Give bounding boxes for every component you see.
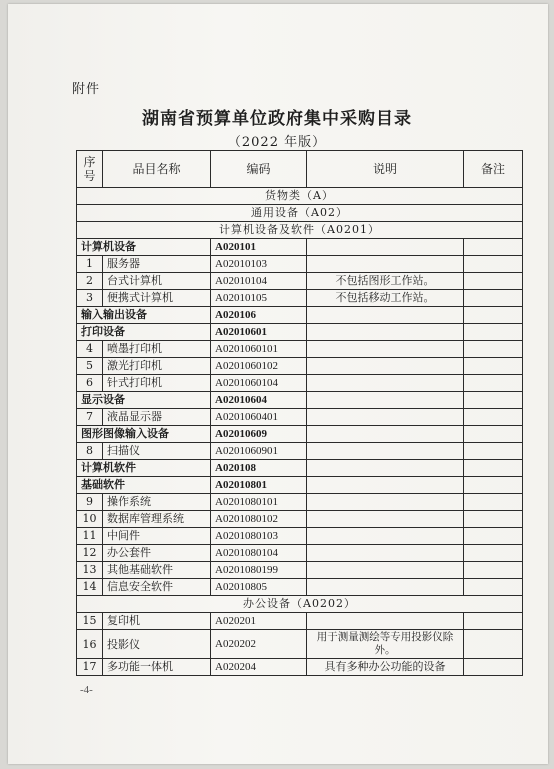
category-name: 图形图像输入设备 <box>77 426 211 443</box>
table-row <box>77 358 523 375</box>
item-num: 8 <box>77 443 103 460</box>
item-desc <box>307 613 464 630</box>
category-row <box>77 460 523 477</box>
table-row <box>77 562 523 579</box>
item-remark <box>464 290 523 307</box>
category-desc <box>307 307 464 324</box>
item-code: A020204 <box>211 659 307 676</box>
item-name: 办公套件 <box>103 545 211 562</box>
table-row <box>77 341 523 358</box>
category-code: A02010801 <box>211 477 307 494</box>
category-row <box>77 239 523 256</box>
item-name: 数据库管理系统 <box>103 511 211 528</box>
group-heading: 通用设备（A02） <box>77 205 523 222</box>
category-name: 输入输出设备 <box>77 307 211 324</box>
header-name: 品目名称 <box>103 151 211 188</box>
category-row <box>77 307 523 324</box>
item-desc <box>307 494 464 511</box>
item-code: A0201060401 <box>211 409 307 426</box>
category-desc <box>307 460 464 477</box>
header-desc: 说明 <box>307 151 464 188</box>
item-name: 扫描仪 <box>103 443 211 460</box>
category-code: A020108 <box>211 460 307 477</box>
item-name: 服务器 <box>103 256 211 273</box>
item-code: A020201 <box>211 613 307 630</box>
category-desc <box>307 392 464 409</box>
procurement-catalog-table <box>76 150 523 676</box>
table-row <box>77 273 523 290</box>
item-name: 针式打印机 <box>103 375 211 392</box>
item-code: A02010103 <box>211 256 307 273</box>
item-code: A02010104 <box>211 273 307 290</box>
group-heading: 计算机设备及软件（A0201） <box>77 222 523 239</box>
category-desc <box>307 324 464 341</box>
table-row <box>77 290 523 307</box>
item-remark <box>464 511 523 528</box>
item-num: 2 <box>77 273 103 290</box>
category-code: A02010609 <box>211 426 307 443</box>
item-remark <box>464 256 523 273</box>
attachment-label: 附件 <box>72 82 101 97</box>
item-name: 液晶显示器 <box>103 409 211 426</box>
item-code: A020202 <box>211 630 307 659</box>
table-row <box>77 409 523 426</box>
item-desc <box>307 545 464 562</box>
item-code: A0201060901 <box>211 443 307 460</box>
category-name: 打印设备 <box>77 324 211 341</box>
category-row <box>77 426 523 443</box>
table-row <box>77 613 523 630</box>
item-remark <box>464 630 523 659</box>
table-row <box>77 528 523 545</box>
item-code: A0201080103 <box>211 528 307 545</box>
table-row <box>77 579 523 596</box>
item-name: 复印机 <box>103 613 211 630</box>
item-code: A0201060101 <box>211 341 307 358</box>
item-code: A02010805 <box>211 579 307 596</box>
group-row <box>77 596 523 613</box>
item-name: 喷墨打印机 <box>103 341 211 358</box>
item-desc <box>307 511 464 528</box>
table-header-row <box>77 151 523 188</box>
item-desc <box>307 562 464 579</box>
item-num: 4 <box>77 341 103 358</box>
category-desc <box>307 477 464 494</box>
group-row <box>77 188 523 205</box>
category-name: 显示设备 <box>77 392 211 409</box>
item-desc <box>307 375 464 392</box>
item-remark <box>464 341 523 358</box>
item-name: 投影仪 <box>103 630 211 659</box>
item-remark <box>464 545 523 562</box>
header-remark: 备注 <box>464 151 523 188</box>
table-row <box>77 256 523 273</box>
category-code: A020106 <box>211 307 307 324</box>
table-row <box>77 375 523 392</box>
item-desc <box>307 358 464 375</box>
group-heading: 货物类（A） <box>77 188 523 205</box>
item-desc <box>307 528 464 545</box>
header-num <box>77 151 103 188</box>
item-remark <box>464 579 523 596</box>
item-num: 10 <box>77 511 103 528</box>
page-number: -4- <box>80 684 93 696</box>
item-num: 6 <box>77 375 103 392</box>
item-code: A0201060102 <box>211 358 307 375</box>
item-name: 多功能一体机 <box>103 659 211 676</box>
item-code: A0201060104 <box>211 375 307 392</box>
category-row <box>77 392 523 409</box>
item-num: 11 <box>77 528 103 545</box>
item-num: 9 <box>77 494 103 511</box>
item-remark <box>464 659 523 676</box>
category-name: 基础软件 <box>77 477 211 494</box>
item-code: A0201080104 <box>211 545 307 562</box>
category-remark <box>464 307 523 324</box>
item-num: 12 <box>77 545 103 562</box>
item-num: 1 <box>77 256 103 273</box>
item-name: 激光打印机 <box>103 358 211 375</box>
category-remark <box>464 392 523 409</box>
table-row <box>77 511 523 528</box>
item-code: A0201080199 <box>211 562 307 579</box>
table-row <box>77 443 523 460</box>
item-remark <box>464 443 523 460</box>
item-desc <box>307 443 464 460</box>
category-remark <box>464 426 523 443</box>
item-desc <box>307 341 464 358</box>
group-row <box>77 222 523 239</box>
table-row <box>77 630 523 659</box>
item-num: 13 <box>77 562 103 579</box>
item-name: 便携式计算机 <box>103 290 211 307</box>
item-desc: 用于测量测绘等专用投影仪除外。 <box>307 630 464 659</box>
item-num: 17 <box>77 659 103 676</box>
item-num: 7 <box>77 409 103 426</box>
item-remark <box>464 562 523 579</box>
category-code: A020101 <box>211 239 307 256</box>
table-row <box>77 659 523 676</box>
item-num: 16 <box>77 630 103 659</box>
category-name: 计算机软件 <box>77 460 211 477</box>
item-code: A0201080102 <box>211 511 307 528</box>
item-code: A0201080101 <box>211 494 307 511</box>
category-code: A02010601 <box>211 324 307 341</box>
group-heading: 办公设备（A0202） <box>77 596 523 613</box>
category-remark <box>464 460 523 477</box>
item-num: 14 <box>77 579 103 596</box>
item-desc <box>307 256 464 273</box>
category-row <box>77 477 523 494</box>
table-row <box>77 494 523 511</box>
item-name: 台式计算机 <box>103 273 211 290</box>
item-remark <box>464 494 523 511</box>
group-row <box>77 205 523 222</box>
table-row <box>77 545 523 562</box>
item-remark <box>464 358 523 375</box>
item-remark <box>464 613 523 630</box>
category-remark <box>464 477 523 494</box>
item-num: 5 <box>77 358 103 375</box>
item-name: 中间件 <box>103 528 211 545</box>
item-name: 操作系统 <box>103 494 211 511</box>
category-remark <box>464 324 523 341</box>
item-code: A02010105 <box>211 290 307 307</box>
item-name: 其他基础软件 <box>103 562 211 579</box>
item-name: 信息安全软件 <box>103 579 211 596</box>
item-desc: 不包括移动工作站。 <box>307 290 464 307</box>
item-num: 3 <box>77 290 103 307</box>
item-desc: 不包括图形工作站。 <box>307 273 464 290</box>
header-num-label: 序号 <box>83 155 96 183</box>
category-desc <box>307 426 464 443</box>
item-desc <box>307 579 464 596</box>
item-remark <box>464 409 523 426</box>
item-desc <box>307 409 464 426</box>
table-body <box>77 188 523 676</box>
item-remark <box>464 375 523 392</box>
item-desc: 具有多种办公功能的设备 <box>307 659 464 676</box>
item-num: 15 <box>77 613 103 630</box>
item-remark <box>464 273 523 290</box>
category-row <box>77 324 523 341</box>
document-title: 湖南省预算单位政府集中采购目录 <box>142 109 412 129</box>
category-name: 计算机设备 <box>77 239 211 256</box>
category-remark <box>464 239 523 256</box>
category-desc <box>307 239 464 256</box>
document-subtitle: （2022 年版） <box>227 135 327 150</box>
header-code: 编码 <box>211 151 307 188</box>
item-remark <box>464 528 523 545</box>
category-code: A02010604 <box>211 392 307 409</box>
